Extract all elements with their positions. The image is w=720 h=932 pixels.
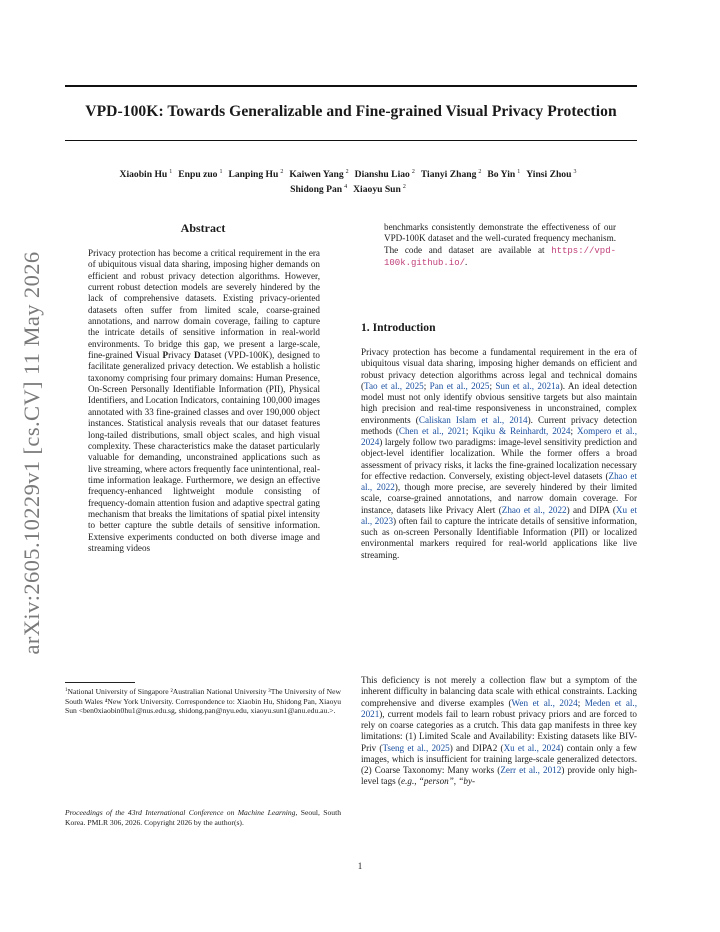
body-text: This deficiency is not merely a collection flaw but a symptom of the inherent difficulty in balancing data scale with ethical constraints. Lacking comprehensive and diverse examples ( — [361, 675, 637, 708]
author-line-2 — [65, 181, 637, 196]
citation-link[interactable]: Zerr et al., 2012 — [500, 765, 562, 775]
author-affiliation-marker: 2 — [402, 184, 406, 190]
section-heading-introduction: 1. Introduction — [361, 321, 436, 334]
citation-link[interactable]: Xu et al., 2023 — [361, 504, 638, 526]
top-rule — [65, 85, 637, 87]
intro-paragraph-2 — [361, 675, 637, 788]
author-affiliation-marker: 1 — [169, 169, 173, 175]
footnote-text: National University of Singapore ²Australian National University ³The University of New South Wales ⁴New York University. Correspondence to: Xiaobin Hu, Shidong Pan, Xiaoyu Sun <ben0xiaobin0hu1@nus.edu.sg, shidong.pan@nyu.edu, xiaoyu.sun1@anu.edu.au.>. — [65, 687, 341, 716]
proceedings-note — [65, 808, 341, 827]
abstract-word-rivacy: rivacy — [168, 350, 194, 361]
body-text: ; — [577, 697, 585, 708]
body-text: ) largely follow two paradigms: image-level sensitivity prediction and object-level identifier localization. While the former offers a broad assessment of privacy risks, it lacks the fine-grained localization necessary for effective redaction. Conversely, existing object-level datasets ( — [361, 437, 637, 481]
author-name: Shidong Pan — [290, 184, 343, 195]
abstract-cont-text: benchmarks consistently demonstrate the effectiveness of our VPD-100K dataset and the well-curated frequency mechanism. The code and dataset are available at — [384, 222, 616, 255]
citation-link[interactable]: Zhao et al., 2022 — [361, 470, 637, 492]
author-name: Dianshu Liao — [354, 169, 410, 180]
title-bottom-rule — [65, 140, 637, 141]
affiliation-footnote — [65, 686, 341, 716]
citation-link[interactable]: Xompero et al., 2024 — [361, 425, 637, 447]
arxiv-stamp-text: arXiv:2605.10229v1 [cs.CV] 11 May 2026 — [19, 251, 44, 655]
body-text: ) often fail to capture the intricate details of sensitive information, such as on-screen Personally Identifiable Information (PII) or localized environmental markers required for real-world applications like live streaming. — [361, 515, 637, 560]
citation-link[interactable]: Meden et al., 2021 — [361, 697, 637, 719]
citation-link[interactable]: Caliskan Islam et al., 2014 — [418, 414, 528, 425]
body-text: ), current models fail to learn robust privacy priors and are forced to rely on coarse categories as a crutch. This data gap manifests in three key limitations: (1) Limited Scale and Availability: Existing datasets like BIV-Priv ( — [361, 708, 637, 753]
intro-paragraph-1 — [361, 347, 637, 561]
author-affiliation-marker: 2 — [411, 169, 415, 175]
author-name: Xiaoyu Sun — [353, 184, 401, 195]
abstract-continuation — [384, 222, 616, 269]
author-affiliation-marker: 3 — [573, 169, 577, 175]
citation-link[interactable]: Chen et al., 2021 — [398, 425, 466, 436]
citation-link[interactable]: Tseng et al., 2025 — [382, 742, 450, 753]
author-affiliation-marker: 2 — [478, 169, 482, 175]
body-text: ) contain only a few images, which is insufficient for training large-scale generalized detectors. (2) Coarse Taxonomy: Many works ( — [361, 742, 637, 775]
abstract-acronym-p: P — [162, 350, 169, 361]
abstract-end: . — [465, 257, 468, 268]
citation-link[interactable]: Zhao et al., 2022 — [501, 504, 567, 515]
citation-link[interactable]: Kqiku & Reinhardt, 2024 — [472, 425, 571, 436]
body-text: ), though more precise, are severely hindered by their limited scale, coarse-grained annotations, and narrow domain coverage. For instance, datasets like Privacy Alert ( — [361, 482, 637, 515]
body-text: ) provide only high-level tags ( — [361, 765, 637, 787]
proceedings-venue: Proceedings of the 43rd International Conference on Machine Learning — [65, 808, 296, 817]
author-name: Lanping Hu — [228, 169, 279, 180]
author-affiliation-marker: 2 — [280, 169, 284, 175]
body-text: ) and DIPA2 ( — [449, 742, 504, 753]
body-text: Privacy protection has become a fundamental requirement in the era of ubiquitous visual data sharing, imposing higher demands on efficient and robust privacy detection algorithms across legal and technical domains ( — [361, 347, 637, 391]
author-affiliation-marker: 1 — [219, 169, 223, 175]
abstract-acronym-d: D — [193, 350, 201, 361]
author-name: Tianyi Zhang — [420, 169, 477, 180]
abstract-text — [88, 248, 320, 554]
body-text: ; — [489, 380, 496, 391]
author-list — [65, 166, 637, 196]
proceedings-rest: , Seoul, South Korea. PMLR 306, 2026. Copyright 2026 by the author(s). — [65, 808, 341, 827]
body-text: ; — [465, 425, 473, 436]
arxiv-stamp — [9, 251, 55, 655]
paper-title: VPD-100K: Towards Generalizable and Fine-grained Visual Privacy Protection — [85, 103, 617, 120]
italic-text: e.g., “person”, “by- — [401, 776, 476, 787]
citation-link[interactable]: Wen et al., 2024 — [511, 697, 578, 708]
abstract-part-1: Privacy protection has become a critical requirement in the era of ubiquitous visual data sharing, imposing higher demands on efficient and robust privacy detection algorithms. However, current robust detection models are severely hindered by the lack of comprehensive datasets. Existing privacy-oriented datasets often suffer from limited scale, coarse-grained annotations, and narrow domain coverage, failing to capture the intricate details of sensitive information in real-world environments. To bridge this gap, we present a large-scale, fine-grained — [88, 248, 320, 361]
author-name: Enpu zuo — [178, 169, 218, 180]
abstract-acronym-v: V — [135, 350, 143, 361]
abstract-heading: Abstract — [180, 221, 226, 235]
citation-link[interactable]: Pan et al., 2025 — [429, 380, 490, 391]
author-line-1 — [65, 166, 637, 181]
body-text: ; — [423, 380, 430, 391]
abstract-part-2: ataset (VPD-100K), designed to facilitate generalized privacy detection. We establish a holistic taxonomy comprising four primary domains: Human Presence, On-Screen Personally Identifiable Information (PII), Physical Identifiers, and Location Indicators, containing 100,000 images annotated with 33 fine-grained classes and over 190,000 object instances. Statistical analysis reveals that our dataset features long-tailed distributions, small object scales, and high visual complexity. These characteristics make the dataset particularly valuable for demanding, unconstrained applications such as live streaming, where actors frequently face unintentional, real-time information leakage. Furthermore, we design an effective frequency-enhanced lightweight module consisting of frequency-domain attention fusion and adaptive spectral gating mechanism that breaks the limitations of spatial pixel intensity to better capture the subtle details of sensitive information. Extensive experiments conducted on both diverse image and streaming videos — [88, 350, 320, 553]
project-url-link[interactable]: https://vpd-100k.github.io/ — [384, 245, 616, 269]
abstract-word-isual: isual — [142, 350, 163, 361]
citation-link[interactable]: Sun et al., 2021a — [495, 380, 560, 391]
author-name: Kaiwen Yang — [289, 169, 344, 180]
author-affiliation-marker: 2 — [345, 169, 349, 175]
author-affiliation-marker: 1 — [517, 169, 521, 175]
body-text: ). An ideal detection model must not only identify obvious sensitive targets but also maintain high precision and real-time responsiveness in unconstrained, complex environments ( — [361, 380, 637, 425]
citation-link[interactable]: Tao et al., 2025 — [364, 380, 424, 391]
citation-link[interactable]: Xu et al., 2024 — [503, 742, 561, 753]
author-affiliation-marker: 4 — [344, 184, 348, 190]
author-name: Bo Yin — [487, 169, 516, 180]
footnote-marker: 1 — [65, 688, 68, 693]
footnote-rule — [65, 682, 135, 683]
body-text: ; — [570, 425, 577, 436]
author-name: Yinsi Zhou — [526, 169, 572, 180]
author-name: Xiaobin Hu — [119, 169, 168, 180]
body-text: ) and DIPA ( — [566, 504, 616, 515]
body-text: ). Current privacy detection methods ( — [361, 414, 637, 436]
page-number: 1 — [357, 861, 363, 871]
